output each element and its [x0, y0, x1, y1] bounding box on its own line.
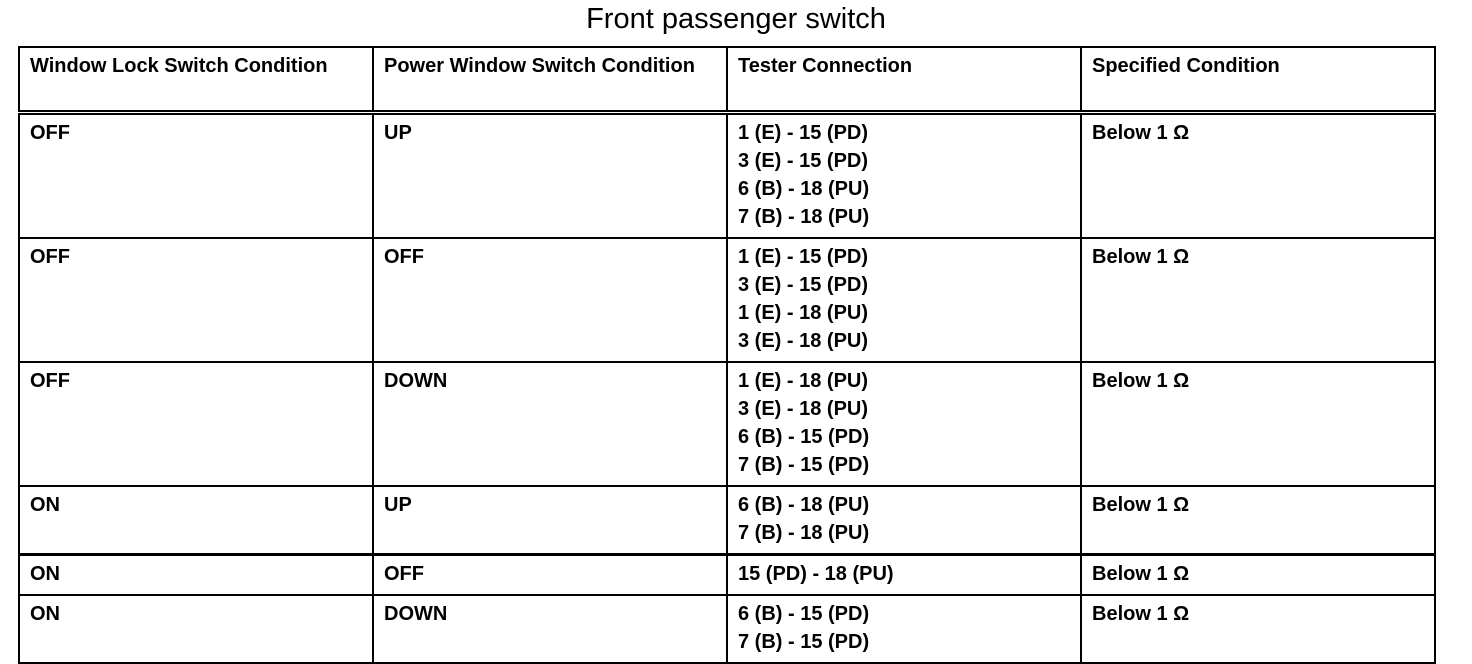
cell-specified-condition: Below 1 Ω: [1081, 486, 1435, 555]
cell-lock-condition: ON: [19, 486, 373, 555]
cell-lock-condition: ON: [19, 595, 373, 663]
tester-connection-line: 3 (E) - 18 (PU): [738, 330, 869, 352]
page-title: Front passenger switch: [586, 3, 886, 35]
tester-connection-line: 3 (E) - 15 (PD): [738, 274, 869, 296]
tester-connection-line: 1 (E) - 18 (PU): [738, 302, 869, 324]
cell-specified-condition: Below 1 Ω: [1081, 595, 1435, 663]
tester-connection-line: 6 (B) - 15 (PD): [738, 426, 870, 448]
cell-tester-connection: [727, 113, 1081, 239]
header-window-lock-switch-condition: Window Lock Switch Condition: [19, 47, 373, 113]
cell-specified-condition: Below 1 Ω: [1081, 555, 1435, 596]
tester-connection-line: 1 (E) - 15 (PD): [738, 122, 869, 144]
cell-power-condition: OFF: [373, 555, 727, 596]
tester-connection-line: 6 (B) - 18 (PU): [738, 494, 870, 516]
cell-specified-condition: Below 1 Ω: [1081, 362, 1435, 486]
cell-tester-connection: [727, 362, 1081, 486]
cell-power-condition: UP: [373, 486, 727, 555]
cell-tester-connection: [727, 486, 1081, 555]
tester-connection-line: 6 (B) - 15 (PD): [738, 603, 870, 625]
header-specified-condition: Specified Condition: [1081, 47, 1435, 113]
table-header-row: [19, 47, 1435, 113]
tester-connection-line: 1 (E) - 18 (PU): [738, 370, 869, 392]
cell-tester-connection: [727, 595, 1081, 663]
tester-connection-line: 3 (E) - 18 (PU): [738, 398, 869, 420]
cell-power-condition: OFF: [373, 238, 727, 362]
cell-power-condition: DOWN: [373, 362, 727, 486]
tester-connection-line: 7 (B) - 15 (PD): [738, 631, 870, 653]
cell-power-condition: UP: [373, 113, 727, 239]
tester-connection-line: 1 (E) - 15 (PD): [738, 246, 869, 268]
cell-specified-condition: Below 1 Ω: [1081, 238, 1435, 362]
tester-connection-line: 3 (E) - 15 (PD): [738, 150, 869, 172]
tester-connection-line: 15 (PD) - 18 (PU): [738, 563, 894, 585]
table-row: [19, 595, 1435, 663]
cell-lock-condition: OFF: [19, 362, 373, 486]
header-tester-connection: Tester Connection: [727, 47, 1081, 113]
cell-lock-condition: OFF: [19, 113, 373, 239]
cell-lock-condition: ON: [19, 555, 373, 596]
table-row: [19, 486, 1435, 555]
table-row: [19, 555, 1435, 596]
tester-connection-line: 7 (B) - 18 (PU): [738, 206, 870, 228]
tester-connection-line: 7 (B) - 15 (PD): [738, 454, 870, 476]
cell-specified-condition: Below 1 Ω: [1081, 113, 1435, 239]
header-power-window-switch-condition: Power Window Switch Condition: [373, 47, 727, 113]
table-row: [19, 238, 1435, 362]
table-row: [19, 113, 1435, 239]
cell-lock-condition: OFF: [19, 238, 373, 362]
switch-inspection-table: [18, 46, 1436, 664]
tester-connection-line: 7 (B) - 18 (PU): [738, 522, 870, 544]
tester-connection-line: 6 (B) - 18 (PU): [738, 178, 870, 200]
cell-power-condition: DOWN: [373, 595, 727, 663]
cell-tester-connection: [727, 238, 1081, 362]
table-row: [19, 362, 1435, 486]
cell-tester-connection: [727, 555, 1081, 596]
